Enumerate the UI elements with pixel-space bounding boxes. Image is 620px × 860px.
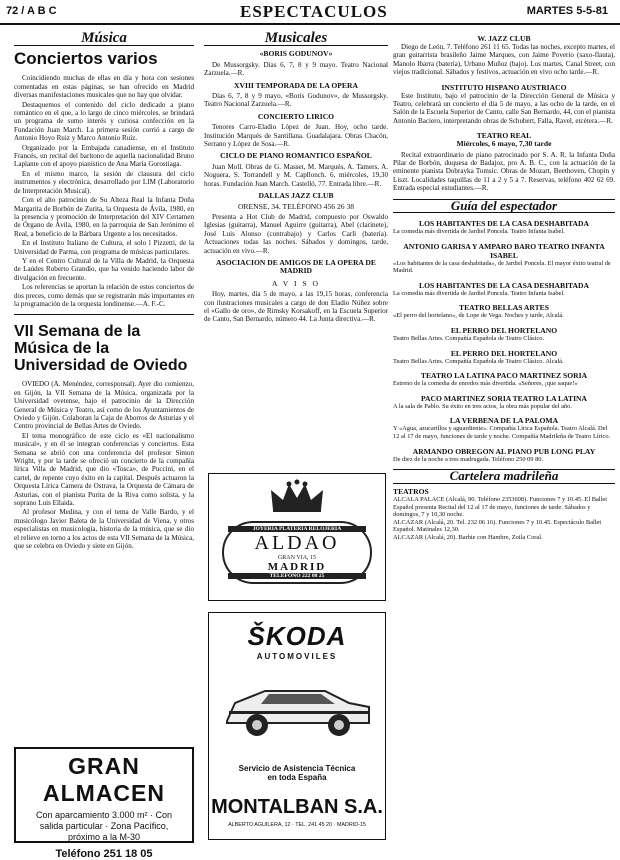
guide-text: «El perro del hortelano», de Lope de Vega. Noches y tarde, Alcalá. [393, 312, 564, 320]
guide-title: TEATRO BELLAS ARTES [459, 303, 549, 313]
guia-column [393, 28, 615, 843]
guide-title: LA VERBENA DE LA PALOMA [449, 416, 559, 426]
musica-section-head: Música [14, 28, 194, 46]
listing-title: «BORIS GODUNOV» [259, 49, 333, 59]
aldao-top: JOYERIA PLATERIA RELOJERIA [228, 526, 366, 532]
guide-title: LOS HABITANTES DE LA CASA DESHABITADA [419, 280, 589, 290]
listing-title: DALLAS JAZZ CLUB [258, 191, 334, 201]
aldao-street: GRAN VIA, 15 [277, 555, 317, 561]
listing-title: XVIII TEMPORADA DE LA OPERA [234, 80, 358, 90]
listing-title: CICLO DE PIANO ROMANTICO ESPAÑOL [220, 151, 372, 161]
aldao-tel: TELEFONO 222 08 25 [228, 573, 366, 579]
guia-head: Guía del espectador [393, 199, 615, 213]
skoda-line2: en toda España [267, 773, 327, 782]
guide-title: ANTONIO GARISA Y AMPARO BARO TEATRO INFANTA ISABEL [403, 241, 605, 260]
listing-text: De Mussorgsky. Días 6, 7, 8 y 9 mayo. Teatro Nacional Zarzuela.—R. [204, 60, 388, 78]
crown-icon [267, 480, 327, 514]
article-paragraph: OVIEDO (A. Menéndez, corresponsal). Ayer dio comienzo, en Gijón, la VII Semana de la Música, organizada por la Universidad ovetense, bajo el patrocinio de la Dirección General de Música y Teatro, así como de los Ayuntamientos de Oviedo y Gijón. Colaboran la Caja de Ahorros de Asturias y el Centro provincial de Bellas Artes de Oviedo. [14, 380, 194, 431]
listing-text: Hoy, martes, día 5 de mayo, a las 19,15 horas, conferencia con ilustraciones musicales a cargo de don Eladio Núñez sobre el «Gallo de oro», de Rimsky Korsakoff, en la Escuela Superior de Canto, San Bernardo, número 44. La Junta directiva.—R. [204, 290, 388, 324]
guide-title: EL PERRO DEL HORTELANO [450, 348, 558, 358]
guide-text: La comedia más divertida de Jardiel Poncela. Teatro Infanta Isabel. [393, 289, 565, 297]
page-number: 72 / A B C [6, 5, 57, 17]
skoda-sub: AUTOMOVILES [256, 652, 338, 661]
article-paragraph: Los referencias se aportan la relación de estos conciertos de dos preces, como demás que se registrarán más importantes en la programación de la orquesta londinense.—A. F.-C. [14, 283, 194, 308]
skoda-ad [208, 612, 386, 840]
listing-title: W. JAZZ CLUB [477, 34, 531, 43]
theatre-listing: ALCALA PALACE (Alcalá, 90. Teléfono 2353608). Funciones 7 y 10.45. El Ballet Español presenta Recital del 12 al 17 de mayo, funciones de tarde. Sábados y domingos, 7 y 10,30 noche. [393, 496, 607, 519]
guide-title: LOS HABITANTES DE LA CASA DESHABITADA [419, 219, 589, 229]
musicales-section-head: Musicales [204, 28, 388, 46]
aldao-city: MADRID [267, 561, 327, 573]
aviso-label: A V I S O [271, 278, 321, 288]
page-header [0, 3, 620, 25]
issue-date: MARTES 5-5-81 [526, 5, 608, 17]
guide-text: «Los habitantes de la casa deshabitada», de Jardiel Poncela. El mayor éxito teatral de Madrid. [393, 259, 611, 275]
listing-text: Juan Moll. Obras de G. Masset, M. Marqués, A. Tamers, A. Noguera, S. Torrandell y M. Capllonch. 6, miércoles, 19,30 horas. Fundación Juan March. Castelló, 77. Entrada libre.—R. [204, 162, 388, 188]
car-icon [217, 669, 377, 749]
article-paragraph: Destaquemos el contenido del ciclo dedicado a piano romántico en el que, a lo largo de cinco miércoles, se brindará un programa de sumo interés y curiosa confección en la Fundación Juan March. La primera sesión corrió a cargo de Antonio Hoyo Ruiz y Marco Antonio Ruiz. [14, 100, 194, 143]
teatros-label: TEATROS [393, 486, 429, 496]
conciertos-headline: Conciertos varios [14, 49, 158, 69]
article-paragraph: Coincidiendo muchas de ellas en día y hora con sesiones comentadas en estas páginas, se han ofrecido en Madrid diversas manifestaciones musicales que no hay que olvidar. [14, 74, 194, 100]
guide-text: A la sala de Pablo. Su éxito en tres actos, la obra más popular del año. [393, 402, 572, 410]
article-paragraph: En el mismo marco, la sesión de clausura del ciclo instrumentos y electrónica, desarrollado por LIM (Laboratorio de Interpretación Musical). [14, 169, 194, 195]
listing-title: CONCIERTO LIRICO [257, 111, 335, 121]
skoda-line1: Servicio de Asistencia Técnica [238, 764, 356, 773]
guide-text: La comedia más divertida de Jardiel Poncela. Teatro Infanta Isabel. [393, 228, 565, 236]
section-title: ESPECTACULOS [240, 2, 388, 21]
listing-subtitle: Miércoles, 6 mayo, 7,30 tarde [456, 139, 552, 149]
guide-text: De diez de la noche a tres madrugada. Teléfono 250 09 80. [393, 455, 544, 463]
aldao-name: ALDAO [254, 532, 340, 554]
ad-text: Con aparcamiento 3.000 m² · Con salida particular · Zona Pacífico, próximo a la M-30 [35, 810, 173, 842]
guide-text: Teatro Bellas Artes. Compañía Española de Teatro Clásico. [393, 335, 545, 343]
listing-title: ASOCIACION DE AMIGOS DE LA OPERA DE MADRID [216, 257, 376, 276]
guide-title: ARMANDO OBREGON AL PIANO PUB LONG PLAY [412, 446, 596, 456]
article-paragraph: Y en el Centro Cultural de la Villa de Madrid, la Orquesta de Laúdes Roberto Grandío, que ha venido haciendo labor de divulgación en frecuente. [14, 256, 194, 282]
skoda-address: ALBERTO AGUILERA, 12 · TEL. 241 45 20 · MADRID-15 [228, 822, 366, 828]
theatre-listing: ALCAZAR (Alcalá, 20. Tel. 232 06 16). Funciones 7 y 10.45. Espectáculo Ballet Español. Matinales 12,30. [393, 518, 602, 534]
ad-title: GRAN ALMACEN [43, 753, 165, 806]
guide-title: TEATRO LA LATINA PACO MARTINEZ SORIA [420, 371, 588, 381]
aldao-ad [208, 473, 386, 601]
listing-text: Diego de León, 7. Teléfono 261 11 65. Todas las noches, excepto martes, el gran guitarrista brasileño Jaime Marques, con Jaime Poverio (saxo-flauta), Manolo Ibarra (batería), Urbano Muñoz (bajo). Los martes, Canal Street, con viejos tradicional. Sábados y festivos, actuación en vivo ocho tarde.—R. [393, 43, 615, 77]
listing-text: Presenta a Hot Club de Madrid, compuesto por Oswaldo Iglesias (guitarra), Manuel Aguirre (guitarra), Abel (clarinete), José Luis Alonso (contrabajo) y Carlos Carli (batería). Actuaciones todas las noches. Sábados y domingos, tarde, actuación en vivo.—R. [204, 212, 388, 255]
divider [14, 314, 194, 315]
guide-text: Teatro Bellas Artes. Compañía Española de Teatro Clásico. Alcalá. [393, 357, 564, 365]
listing-subtitle: ORENSE, 34. TELÉFONO 456 26 38 [237, 201, 355, 211]
guide-title: PACO MARTINEZ SORIA TEATRO LA LATINA [420, 393, 588, 403]
article-paragraph: El tema monográfico de este ciclo es «El nacionalismo musical», y en él se integran conferencias y conciertos. Esta Semana se abrió con una conferencia del profesor Simon Wright, y por la tarde se ofreció un concierto de la compañía lírica Villa de Madrid, que dio «Tosca», de Puccini, en el cartel, de repente cuyo éxito en la capital. Después actuaron la Orquesta Lírica Camera de Ostrava, la Orquesta de Cámara de Asturias, con el pianista Purita de la Riva como solista, y la soprano Luis Ellaida. [14, 431, 194, 508]
listing-text: Recital extraordinario de piano patrocinado por S. A. R. la Infanta Doña Pilar de Borbón, duquesa de Badajoz, pro A. B. C., con la actuación de la eminente pianista Dobrayka Tomsic. Obras de Mozart, Beethoven, Chopin y Liszt. Localidades taquillas de 11 a 2 y 5 a 7. Reservas, teléfono 402 62 69. Entrada especial estudiantes.—R. [393, 150, 615, 193]
article-paragraph: Al profesor Medina, y con el tema de Valle Bardo, y el musicólogo Javier Baleta de la Universidad de Viena, y otros especialistas en musicología, historia de la música, que se dio el relieve en torno a los actos de esta VII Semana de la Música, que se celebra en Oviedo y siete en Gijón. [14, 508, 194, 551]
skoda-brand: ŠKODA [247, 621, 347, 651]
theatre-listing: ALCAZAR (Alcalá, 20). Barbie con Hambre, Zoila Coral. [393, 534, 543, 541]
ad-phone: Teléfono 251 18 05 [55, 848, 153, 860]
gran-almacen-ad [14, 747, 194, 860]
cartelera-head: Cartelera madrileña [393, 469, 615, 483]
article-paragraph: Con el alto patrocinio de Su Alteza Real la Infanta Doña Margarita de Borbón de Zurita, la Orquesta de Ávila, 1980, en la presencia y promoción de Interpretación del XIV Certamen de Órgano de Ávila, 1980, en la parroquia de San Jerónimo el Real, a beneficio de la Bárbara Urgente a los necesitados. [14, 196, 194, 238]
oviedo-headline: VII Semana de la Música de la Universidad de Oviedo [14, 323, 188, 375]
listing-text: Días 6, 7, 8 y 9 mayo. «Boris Godunov», de Mussorgsky. Teatro Nacional Zarzuela.—R. [204, 92, 388, 109]
listing-text: Este Instituto, bajo el patrocinio de la Dirección General de Música y Teatro, celebrará un concierto el día 5 de mayo, a las ocho de la tarde, en el Salón de la Escuela Superior de Canto, calle San Bernardo, 44, con el pianista Antonio Baciero, interpretando obras de Schubert, Falla, Ravel, etcétera.—R. [393, 91, 615, 125]
listing-title: INSTITUTO HISPANO AUSTRIACO [441, 82, 567, 92]
guide-text: Estreno de la comedia de enredos más divertida. «Señores, ¡que saque!» [393, 380, 578, 388]
guide-title: EL PERRO DEL HORTELANO [450, 326, 558, 336]
skoda-dealer: MONTALBAN S.A. [211, 796, 383, 818]
article-paragraph: Organizado por la Embajada canadiense, en el Instituto Francés, un recital del barítono de aquella nacionalidad Bruno Laplante con el apoyo pianístico de Ana María Gorostiaga. [14, 143, 194, 169]
listing-text: Tenores Carro-Eladio López de Juan. Hoy, ocho tarde. Institución Marqués de Santillana. Guadalajara. Obras Chacón, Serrano y López de Sosa.—R. [204, 123, 388, 149]
musica-column [14, 28, 194, 843]
article-paragraph: En el Instituto Italiano de Cultura, el solo l Pizzetti, de la Universidad de Parma, con programa de músicas particulares. [14, 239, 194, 256]
listing-title: TEATRO REAL [476, 131, 532, 141]
guide-text: Y «Agua, azucarillos y aguardiente». Compañía Lírica Española. Teatro Alcalá. Del 12 al 17 de mayo, funciones de tarde y noche. Compañía Madrileña de Teatro Lírico. [393, 425, 611, 441]
